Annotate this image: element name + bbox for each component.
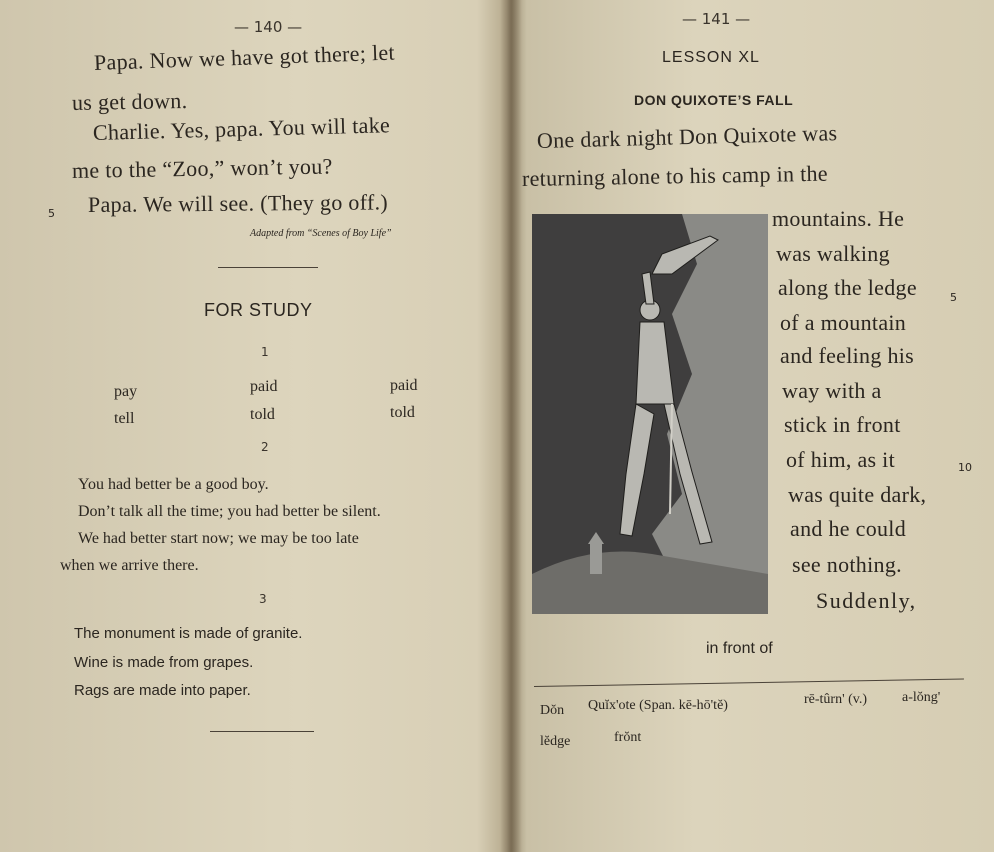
story-line: and feeling his <box>780 343 915 368</box>
story-line: was quite dark, <box>788 482 927 507</box>
section-title: FOR STUDY <box>204 300 313 320</box>
story-line: returning alone to his camp in the <box>521 160 829 191</box>
story-line: mountains. He <box>772 206 905 231</box>
verb-cell: paid <box>250 378 278 395</box>
pronunciation-entry: Quĭx'ote (Span. kē-hō'tĕ) <box>588 698 728 713</box>
exercise-number: 2 <box>261 440 269 454</box>
dialogue-line: Papa. Now we have got there; let <box>93 39 396 75</box>
verb-cell: pay <box>114 383 138 400</box>
story-line: see nothing. <box>792 552 902 577</box>
footnote-phrase: in front of <box>706 640 773 657</box>
exercise-line: You had better be a good boy. <box>78 476 269 493</box>
story-line: stick in front <box>784 412 901 437</box>
exercise-number: 3 <box>259 592 267 606</box>
exercise-line: Wine is made from grapes. <box>74 654 254 671</box>
pronunciation-entry: a-lŏng' <box>902 690 941 705</box>
story-line: and he could <box>790 516 907 541</box>
divider <box>210 731 314 732</box>
pronunciation-entry: Dŏn <box>540 703 565 718</box>
exercise-line: when we arrive there. <box>60 557 199 574</box>
lesson-title: DON QUIXOTE’S FALL <box>634 92 794 108</box>
story-line: along the ledge <box>778 275 917 300</box>
divider <box>218 267 318 268</box>
verb-cell: tell <box>114 410 135 427</box>
book-spine <box>500 0 522 852</box>
dialogue-line: Charlie. Yes, papa. You will take <box>92 112 391 145</box>
verb-cell: paid <box>390 377 418 394</box>
line-marker: 10 <box>958 461 972 474</box>
exercise-line: Rags are made into paper. <box>74 682 251 699</box>
cliff-climber-picture <box>532 214 768 614</box>
line-marker: 5 <box>950 291 957 304</box>
story-line: of him, as it <box>786 447 896 472</box>
pronunciation-entry: rē-tûrn' (v.) <box>804 692 868 707</box>
footnote-rule <box>534 678 964 687</box>
verb-cell: told <box>390 404 415 421</box>
verb-cell: told <box>250 406 275 423</box>
lesson-number: LESSON XL <box>662 49 760 66</box>
story-line: way with a <box>782 378 882 403</box>
source-prefix: Adapted from <box>250 228 305 239</box>
story-line: of a mountain <box>780 310 907 335</box>
story-line: Suddenly, <box>816 588 917 613</box>
exercise-line: We had better start now; we may be too late <box>78 530 359 547</box>
source-title: “Scenes of Boy Life” <box>306 228 392 239</box>
pronunciation-entry: frŏnt <box>614 730 642 745</box>
source-credit <box>250 228 392 239</box>
exercise-line: Don’t talk all the time; you had better be silent. <box>78 503 381 520</box>
line-marker: 5 <box>48 207 55 220</box>
dialogue-line: us get down. <box>71 87 188 115</box>
right-page-number: — 141 — <box>682 10 751 28</box>
don-quixote-illustration <box>532 214 768 614</box>
exercise-number: 1 <box>261 345 269 359</box>
exercise-line: The monument is made of granite. <box>74 625 303 642</box>
dialogue-line: Papa. We will see. (They go off.) <box>87 189 389 217</box>
dialogue-line: me to the “Zoo,” won’t you? <box>71 153 333 183</box>
left-page-number: — 140 — <box>234 18 303 36</box>
story-line: One dark night Don Quixote was <box>536 120 838 153</box>
story-line: was walking <box>776 241 890 266</box>
pronunciation-entry: lĕdge <box>540 734 571 749</box>
